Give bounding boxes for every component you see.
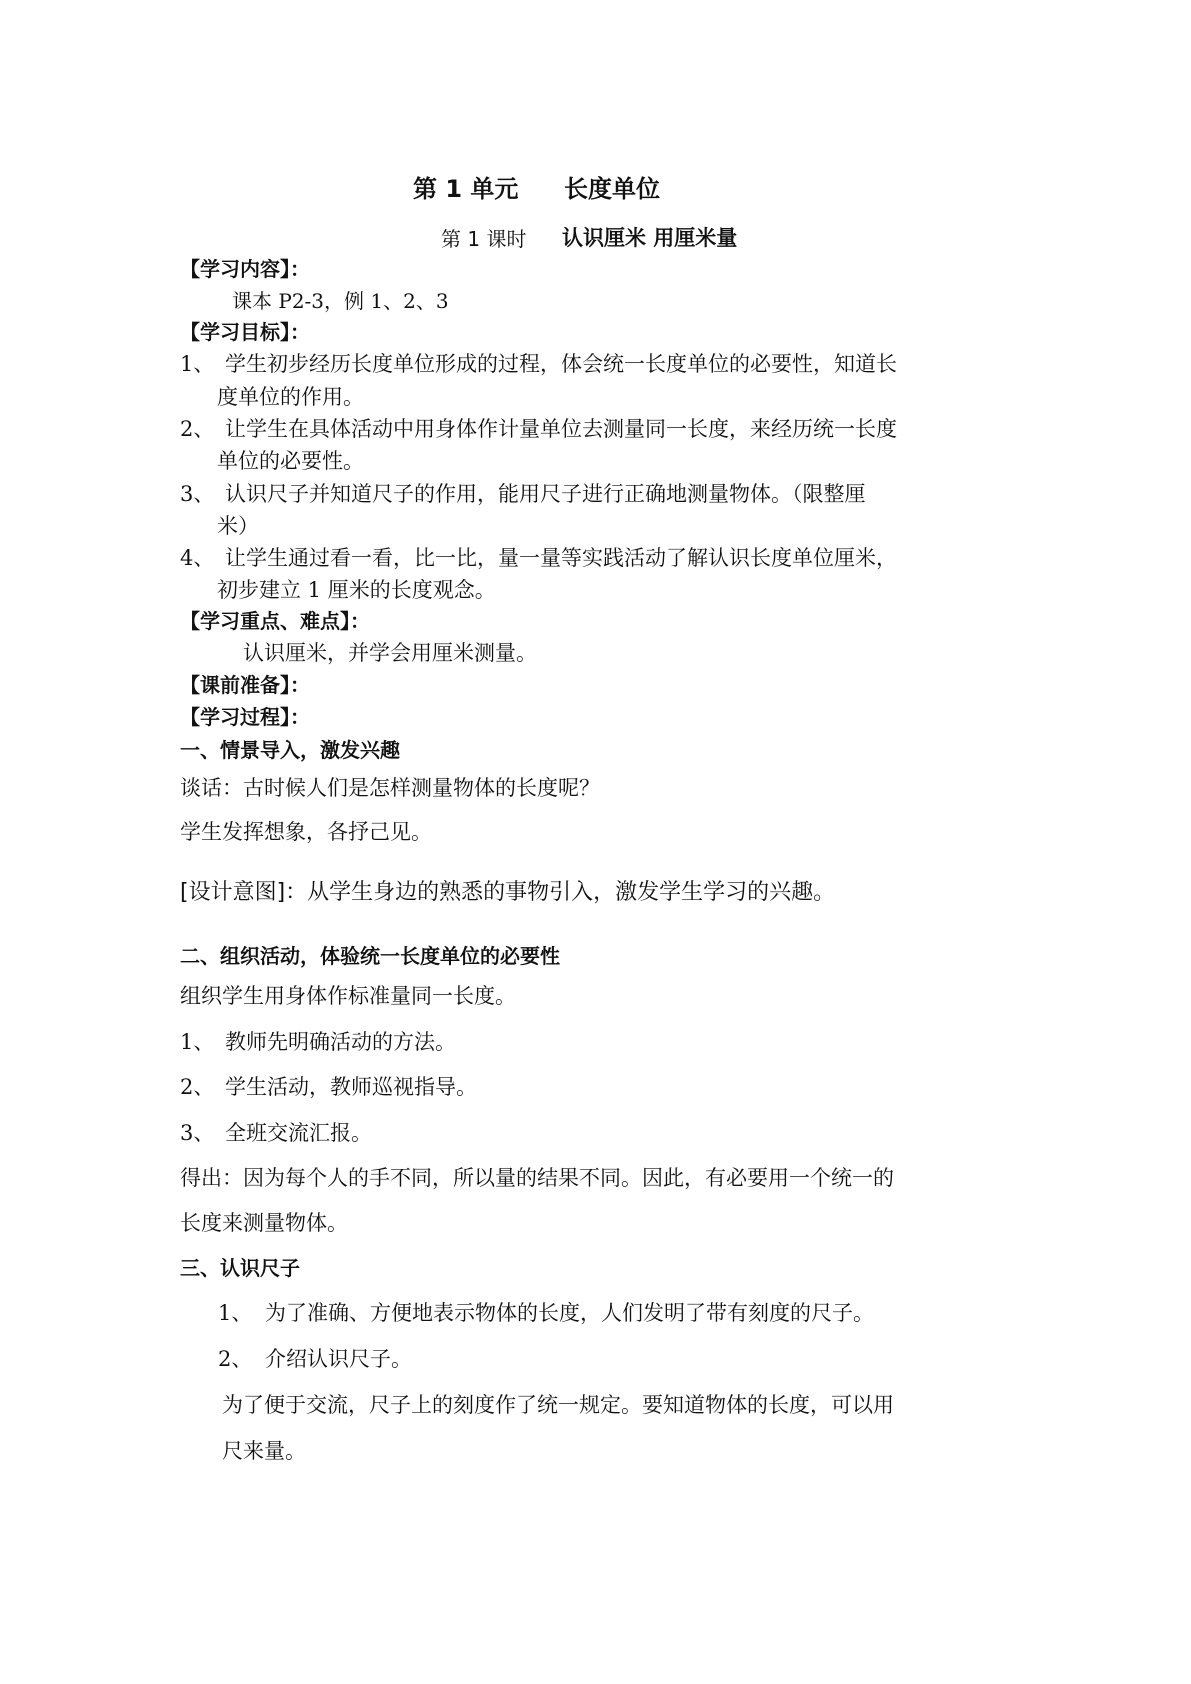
- step-number: 2、: [218, 1347, 253, 1371]
- goal-text: 让学生在具体活动中用身体作计量单位去测量同一长度，来经历统一长度: [225, 417, 897, 441]
- lesson-label: 第 1 课时: [441, 227, 527, 251]
- goal-number: 1、: [180, 352, 215, 376]
- conclusion-line: 得出：因为每个人的手不同，所以量的结果不同。因此，有必要用一个统一的: [180, 1166, 894, 1190]
- design-intent: [设计意图]：从学生身边的熟悉的事物引入，激发学生学习的兴趣。: [180, 880, 836, 905]
- key-points-heading: 【学习重点、难点】：: [180, 609, 370, 633]
- ruler-paragraph-line: 尺来量。: [222, 1439, 306, 1463]
- step-text: 学生活动，教师巡视指导。: [225, 1075, 477, 1099]
- step-text: 教师先明确活动的方法。: [225, 1030, 456, 1054]
- process-heading: 【学习过程】：: [180, 705, 310, 729]
- goal-text-cont: 米）: [217, 514, 259, 538]
- lesson-name: 认识厘米 用厘米量: [562, 226, 738, 250]
- ruler-paragraph-line: 为了便于交流，尺子上的刻度作了统一规定。要知道物体的长度，可以用: [222, 1393, 894, 1417]
- goal-text-cont: 度单位的作用。: [217, 385, 364, 409]
- step-number: 1、: [218, 1301, 253, 1325]
- content-heading: 【学习内容】：: [180, 257, 310, 281]
- preparation-heading: 【课前准备】：: [180, 673, 310, 697]
- key-points-text: 认识厘米，并学会用厘米测量。: [243, 641, 537, 665]
- goal-number: 3、: [180, 482, 215, 506]
- unit-name: 长度单位: [564, 175, 660, 203]
- goals-heading: 【学习目标】：: [180, 320, 310, 344]
- step-text: 介绍认识尺子。: [265, 1347, 412, 1371]
- conclusion-line: 长度来测量物体。: [180, 1211, 348, 1235]
- section1-heading: 一、情景导入，激发兴趣: [180, 738, 400, 762]
- step-number: 3、: [180, 1121, 215, 1145]
- goal-text-cont: 初步建立 1 厘米的长度观念。: [217, 578, 496, 602]
- step-text: 为了准确、方便地表示物体的长度，人们发明了带有刻度的尺子。: [265, 1301, 874, 1325]
- step-number: 1、: [180, 1030, 215, 1054]
- content-text: 课本 P2-3，例 1、2、3: [232, 289, 449, 313]
- section2-intro: 组织学生用身体作标准量同一长度。: [180, 984, 516, 1008]
- unit-title: 第 1 单元: [413, 175, 519, 203]
- section1-line: 谈话：古时候人们是怎样测量物体的长度呢？: [180, 776, 600, 800]
- section3-heading: 三、认识尺子: [180, 1256, 300, 1280]
- section1-line: 学生发挥想象，各抒己见。: [180, 820, 432, 844]
- section2-heading: 二、组织活动，体验统一长度单位的必要性: [180, 944, 560, 968]
- goal-number: 4、: [180, 546, 215, 570]
- goal-text: 学生初步经历长度单位形成的过程，体会统一长度单位的必要性，知道长: [225, 352, 897, 376]
- goal-text: 认识尺子并知道尺子的作用，能用尺子进行正确地测量物体。（限整厘: [225, 482, 866, 506]
- goal-text-cont: 单位的必要性。: [217, 449, 364, 473]
- step-number: 2、: [180, 1075, 215, 1099]
- goal-number: 2、: [180, 417, 215, 441]
- step-text: 全班交流汇报。: [225, 1121, 372, 1145]
- goal-text: 让学生通过看一看，比一比，量一量等实践活动了解认识长度单位厘米，: [225, 546, 897, 570]
